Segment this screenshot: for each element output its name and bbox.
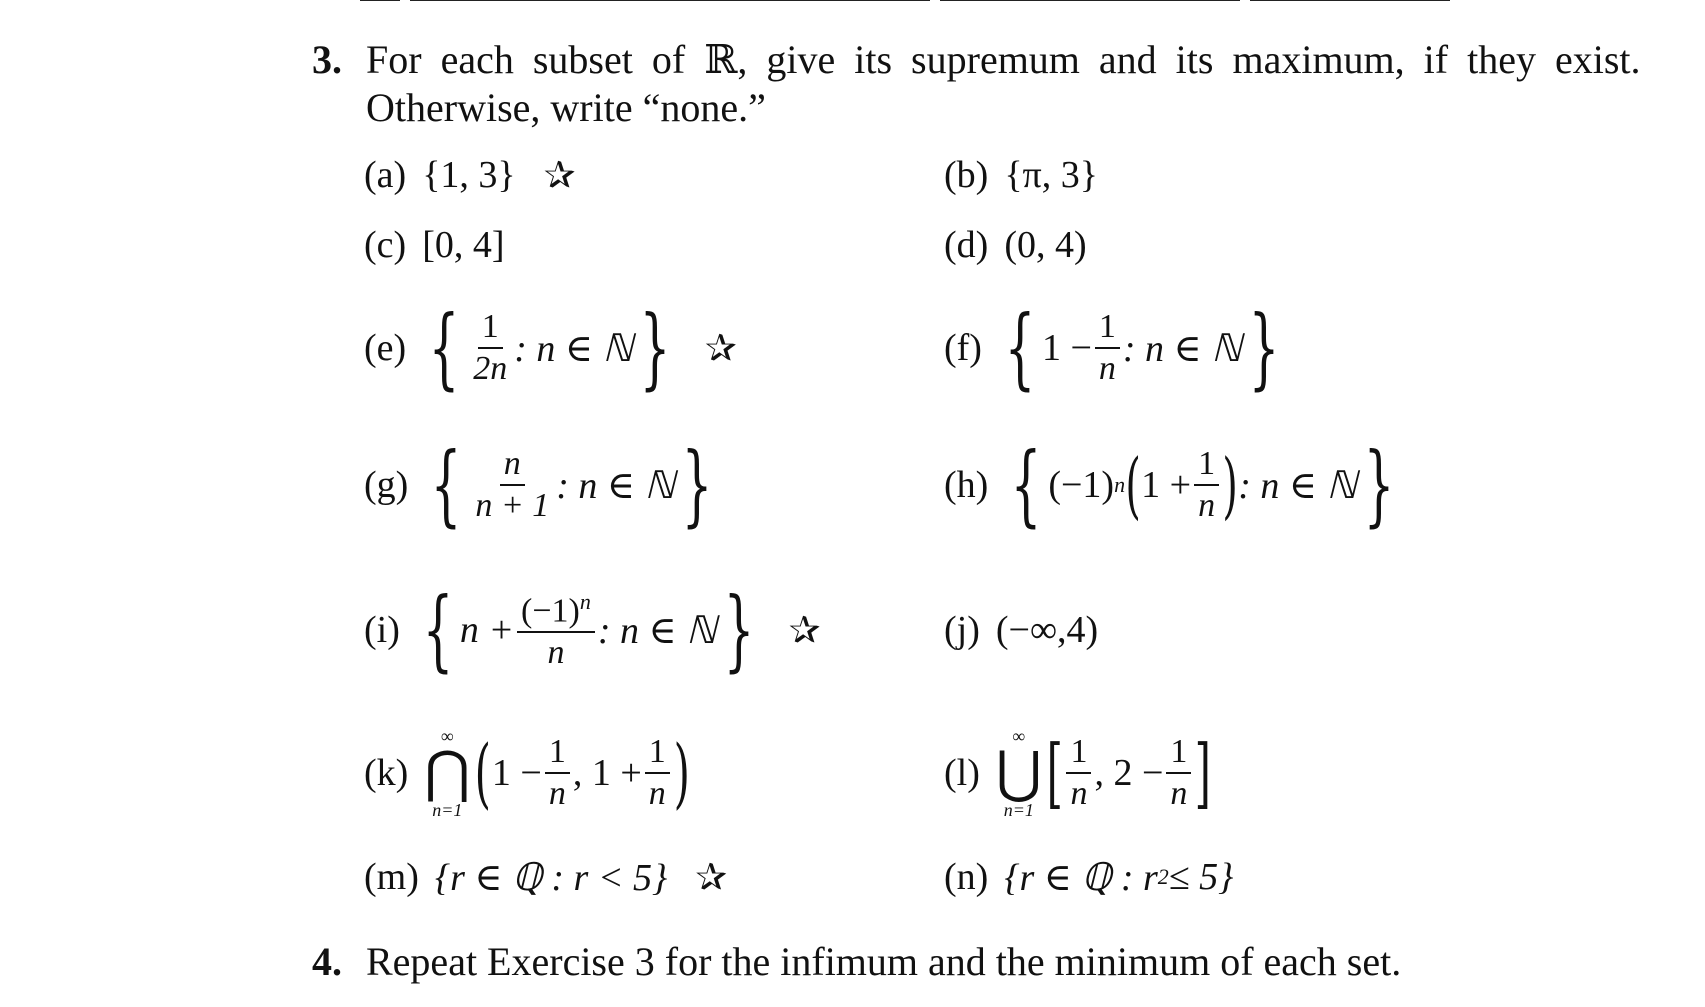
fraction: $\frac{1}{2n}$ <box>473 308 508 387</box>
interval-expression: [0, 4] <box>422 224 505 266</box>
set-expression: { n + $\frac{(-1)^n}{n}$ : n ∈ ℕ } <box>422 578 754 681</box>
union-operator: ∞ ⋃ n=1 <box>995 726 1042 820</box>
item-e <box>364 293 737 403</box>
cropped-previous-line <box>360 0 1480 4</box>
intersection-operator: ∞ ⋂ n=1 <box>424 726 471 820</box>
item-g <box>364 430 719 540</box>
set-expression: { $\frac{1}{2n}$ : n ∈ ℕ } <box>428 296 671 399</box>
item-label: (m) <box>364 856 419 898</box>
star-icon: ✰ <box>543 153 576 197</box>
star-icon: ✰ <box>704 326 737 370</box>
set-expression: { (−1) n ( 1 + $\frac{1}{n}$ ) : n ∈ ℕ } <box>1010 433 1395 536</box>
exercise-number: 4. <box>312 939 342 984</box>
item-h <box>944 430 1401 540</box>
item-label: (e) <box>364 327 407 369</box>
item-label: (l) <box>944 752 980 794</box>
fraction: $\frac{1}{n}$ <box>1066 734 1091 811</box>
fraction: $\frac{n}{n + 1}$ <box>475 445 550 524</box>
item-c <box>364 190 505 300</box>
fraction: $\frac{1}{n}$ <box>645 734 670 811</box>
item-label: (a) <box>364 154 407 196</box>
item-j <box>944 575 1098 685</box>
item-l <box>944 718 1212 828</box>
intersection-expression: ∞ ⋂ n=1 ( 1 − $\frac{1}{n}$ , 1 + $\frac{1}{n}$ ) <box>424 726 690 820</box>
item-label: (j) <box>944 609 980 651</box>
item-f <box>944 293 1286 403</box>
item-label: (i) <box>364 609 400 651</box>
star-icon: ✰ <box>695 855 728 899</box>
exercise-text: Repeat Exercise 3 for the infimum and the minimum of each set. <box>366 939 1402 984</box>
item-i <box>364 575 820 685</box>
exercise-text <box>366 36 1705 132</box>
item-d <box>944 190 1087 300</box>
item-n <box>944 822 1233 932</box>
fraction: $\frac{1}{n}$ <box>545 734 570 811</box>
exercise-text-line-2: Otherwise, write “none.” <box>366 85 766 130</box>
fraction: $\frac{(-1)^n}{n}$ <box>517 590 595 671</box>
item-label: (d) <box>944 224 989 266</box>
item-label: (c) <box>364 224 407 266</box>
fraction: $\frac{1}{n}$ <box>1194 446 1219 523</box>
item-label: (b) <box>944 154 989 196</box>
item-m <box>364 822 727 932</box>
item-label: (n) <box>944 856 989 898</box>
exercise-text-line-1: For each subset of ℝ, give its supremum and its maximum, if they exist. <box>366 37 1641 82</box>
fraction: $\frac{1}{n}$ <box>1166 734 1191 811</box>
set-expression: { 1 − $\frac{1}{n}$ : n ∈ ℕ } <box>1004 296 1280 399</box>
interval-expression: (−∞,4) <box>995 609 1099 651</box>
star-icon: ✰ <box>788 608 821 652</box>
union-expression: ∞ ⋃ n=1 [ $\frac{1}{n}$ , 2 − $\frac{1}{n}$ ] <box>995 726 1212 820</box>
exercise-number: 3. <box>312 37 342 82</box>
set-expression: {r ∈ ℚ : r 2 ≤ 5} <box>1004 856 1234 899</box>
item-label: (k) <box>364 752 409 794</box>
set-expression: { $\frac{n}{n + 1}$ : n ∈ ℕ } <box>430 433 713 536</box>
item-k <box>364 718 690 828</box>
item-label: (f) <box>944 327 982 369</box>
interval-expression: (0, 4) <box>1004 224 1087 266</box>
set-expression: {r ∈ ℚ : r < 5} <box>434 856 668 899</box>
set-expression: {π, 3} <box>1004 154 1098 196</box>
item-label: (h) <box>944 464 989 506</box>
fraction: $\frac{1}{n}$ <box>1095 309 1120 386</box>
item-label: (g) <box>364 464 409 506</box>
set-expression: {1, 3} <box>422 154 516 196</box>
